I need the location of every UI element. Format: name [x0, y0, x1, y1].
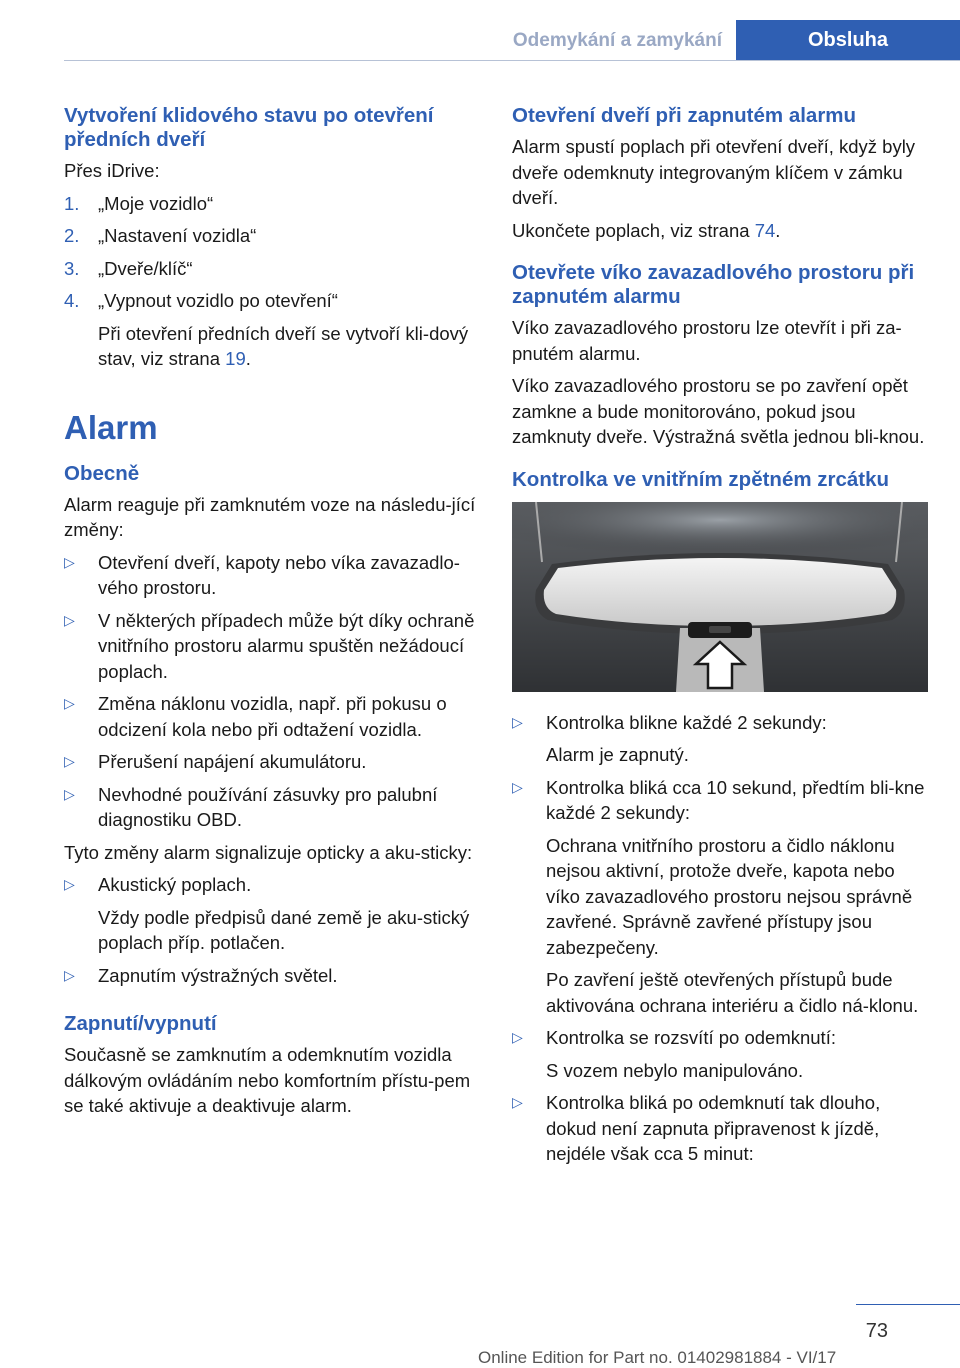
mirror-illustration [512, 502, 928, 692]
bullet-triangle-icon: ▷ [64, 876, 75, 892]
bullet-triangle-icon: ▷ [64, 785, 75, 802]
bullet-triangle-icon: ▷ [64, 966, 75, 983]
list-item [64, 963, 478, 989]
bullet-triangle-icon: ▷ [512, 1029, 523, 1045]
list-item [64, 256, 478, 282]
heading-idle-state: Vytvoření klidového stavu po otevření předních dveří [64, 104, 434, 151]
signals-list [64, 872, 478, 988]
footer-edition: Online Edition for Part no. 01402981884 - VI/17 [478, 1348, 837, 1367]
steps-list [64, 191, 478, 372]
list-item [64, 782, 478, 833]
bullet-triangle-icon: ▷ [64, 553, 75, 570]
list-item-text: Nevhodné používání zásuvky pro palubní diagnostiku OBD. [98, 783, 438, 830]
list-item-text: Otevření dveří, kapoty nebo víka zavazadlo-vého prostoru. [98, 551, 460, 598]
para-trunk-1: Víko zavazadlového prostoru lze otevřít i při za-pnutém alarmu. [512, 317, 902, 364]
list-item [512, 1090, 928, 1167]
step-text: „Nastavení vozidla“ [98, 225, 257, 246]
para-end-text: Ukončete poplach, viz strana [512, 219, 750, 241]
lamp-list [512, 710, 928, 1167]
step-sub-text: Při otevření předních dveří se vytvoří kli-dový stav, viz strana [98, 322, 469, 369]
list-item-text: Kontrolka bliká po odemknutí tak dlouho, dokud není zapnuta připravenost k jízdě, nejdéle však cca 5 minut: [546, 1092, 881, 1164]
list-item-sub: S vozem nebylo manipulováno. [546, 1059, 804, 1081]
list-item-text: Změna náklonu vozidla, např. při pokusu o odcizení kola nebo při odtažení vozidla. [98, 693, 447, 740]
para-general: Alarm reaguje při zamknutém voze na následu-jící změny: [64, 493, 476, 540]
list-item-text: Kontrolka se rozsvítí po odemknutí: [546, 1027, 836, 1048]
list-item-text: Přerušení napájení akumulátoru. [98, 751, 367, 772]
para-signal: Tyto změny alarm signalizuje opticky a aku-sticky: [64, 841, 473, 863]
step-number: 4. [64, 290, 80, 311]
list-item-sub: Ochrana vnitřního prostoru a čidlo náklonu nejsou aktivní, protože dveře, kapota nebo víko zavazadlového prostoru nejsou správně zavřené. Správně zavřené přístupy jsou zabezpečeny. [546, 834, 913, 958]
step-sub: Při otevření předních dveří se vytvoří kli-dový stav, viz strana 19. [98, 322, 469, 369]
step-text: „Vypnout vozidlo po otevření“ [98, 290, 338, 311]
list-item [64, 288, 478, 372]
bullet-triangle-icon: ▷ [64, 695, 75, 711]
para-on-off: Současně se zamknutím a odemknutím vozidla dálkovým ovládáním nebo komfortním přístu-pem se také aktivuje a deaktivuje alarm. [64, 1044, 471, 1116]
step-text: „Moje vozidlo“ [98, 192, 214, 214]
list-item-text: Zapnutím výstražných světel. [98, 964, 338, 986]
list-item-sub: Vždy podle předpisů dané země je aku-stický poplach příp. potlačen. [98, 906, 470, 953]
list-item-text: Kontrolka blikne každé 2 sekundy: [546, 711, 827, 733]
heading-trunk: Otevřete víko zavazadlového prostoru při zapnutém alarmu [512, 261, 915, 308]
footer-rule [856, 1304, 960, 1305]
list-item-text: V některých případech může být díky ochraně vnitřního prostoru alarmu spuštěn nežádoucí poplach. [98, 609, 475, 682]
heading-alarm: Alarm [64, 408, 158, 446]
list-item-sub: Po zavření ještě otevřených přístupů bude aktivována ochrana interiéru a čidlo ná-klonu. [546, 969, 919, 1016]
bullet-triangle-icon: ▷ [512, 778, 523, 795]
list-item [512, 1025, 928, 1083]
heading-door-alarm: Otevření dveří při zapnutém alarmu [512, 104, 857, 127]
list-item [64, 749, 478, 775]
list-item [64, 550, 478, 601]
heading-mirror-lamp: Kontrolka ve vnitřním zpětném zrcátku [512, 467, 890, 491]
page-number: 73 [865, 1320, 888, 1342]
heading-on-off: Zapnutí/vypnutí [64, 1012, 217, 1035]
bullet-triangle-icon: ▷ [64, 753, 75, 769]
page-link-19[interactable]: 19 [225, 348, 246, 369]
para-trunk-2: Víko zavazadlového prostoru se po zavření opět zamkne a bude monitorováno, pokud jsou zamknuty dveře. Výstražná světla jednou bli-knou. [512, 375, 925, 447]
list-item-sub: Alarm je zapnutý. [546, 744, 689, 765]
list-item [512, 710, 928, 768]
step-number: 2. [64, 225, 80, 246]
step-text: „Dveře/klíč“ [98, 257, 193, 279]
bullet-triangle-icon: ▷ [512, 1094, 523, 1110]
list-item [64, 608, 478, 685]
list-item [512, 775, 928, 1019]
list-item-text: Akustický poplach. [98, 874, 252, 895]
changes-list [64, 550, 478, 833]
list-item [64, 191, 478, 217]
para-idrive: Přes iDrive: [64, 160, 160, 181]
bullet-triangle-icon: ▷ [64, 611, 75, 628]
bullet-triangle-icon: ▷ [512, 713, 523, 730]
list-item-text: Kontrolka bliká cca 10 sekund, předtím bli-kne každé 2 sekundy: [546, 776, 925, 823]
heading-general: Obecně [64, 461, 140, 485]
header-section-title: Odemykání a zamykání [512, 30, 722, 51]
right-column [512, 104, 928, 1174]
para-end-alarm: Ukončete poplach, viz strana 74. [512, 219, 781, 241]
page-link-74[interactable]: 74 [754, 219, 776, 241]
step-number: 1. [64, 192, 80, 214]
list-item [64, 223, 478, 249]
step-number: 3. [64, 257, 80, 279]
list-item [64, 872, 478, 956]
header-rule [64, 60, 960, 61]
header-chapter-tab: Obsluha [736, 20, 960, 61]
list-item [64, 691, 478, 742]
para-door-alarm: Alarm spustí poplach při otevření dveří, když byly dveře odemknuty integrovaným klíčem v zámku dveří. [512, 136, 916, 208]
left-column [64, 104, 478, 1126]
